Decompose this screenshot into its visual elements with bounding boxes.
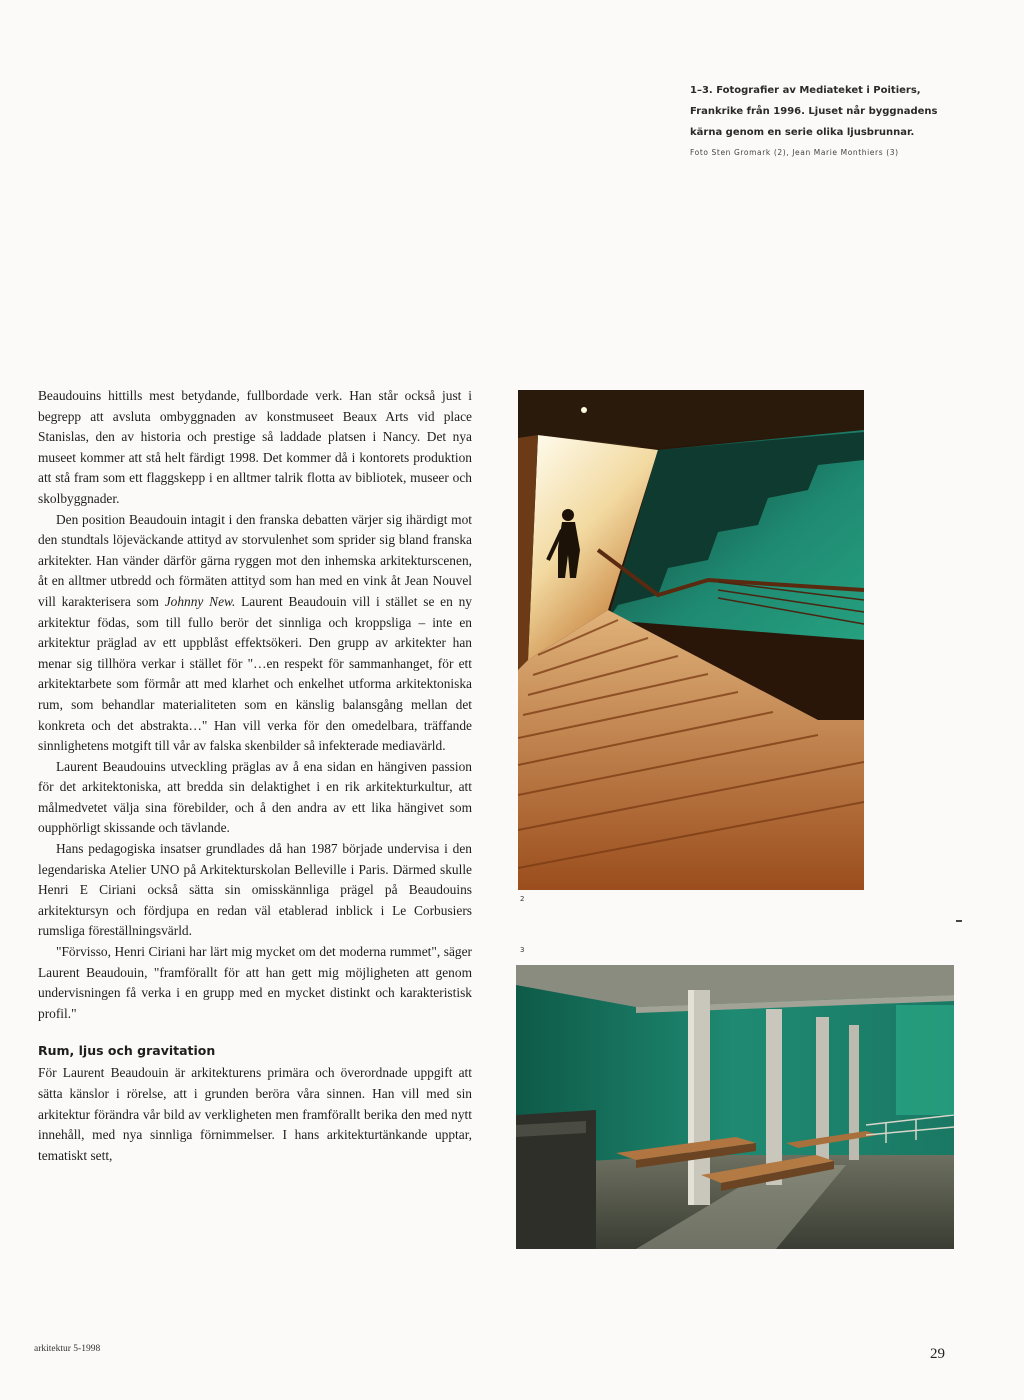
paragraph-1: Beaudouins hittills mest betydande, fullbordade verk. Han står också just i begrepp att avsluta ombyggnaden av konstmuseet Beaux Arts vid place Stanislas, den av historia och prestige så laddade platsen i Nancy. Det nya museet kommer att stå helt färdigt 1998. Det kommer då i kontorets produktion att stå fram som ett flaggskepp i en alltmer talrik flotta av bibliotek, museer och skolbyggnader. bbox=[38, 388, 472, 506]
caption-line-3: kärna genom en serie olika ljusbrunnar. bbox=[690, 127, 915, 138]
photo-caption bbox=[690, 80, 965, 163]
article-body bbox=[38, 386, 472, 1166]
paragraph-2 bbox=[38, 510, 472, 757]
page-number: 29 bbox=[930, 1346, 945, 1362]
paragraph-5: "Förvisso, Henri Ciriani har lärt mig mycket om det moderna rummet", säger Laurent Beaudouin, "framförallt för att han gett mig möjligheten att genom undervisningen få verka i en grupp med en mycket distinkt och karakteristisk profil." bbox=[38, 944, 472, 1021]
caption-line-1: 1–3. Fotografier av Mediateket i Poitiers, bbox=[690, 85, 921, 96]
teal-hall-photo bbox=[516, 965, 954, 1249]
paragraph-2-part-1: Den position Beaudouin intagit i den franska debatten värjer sig ihärdigt mot den stundtals löjeväckande attityd av storvulenhet som sprider sig bland franska arkitekter. Han vänder därför gärna ryggen mot den inhemska arkitekturscenen, åt en alltmer utbredd och förmäten attityd som han med en vink åt Jean Nouvel vill karakterisera som bbox=[38, 511, 472, 609]
footer-publication: arkitektur 5-1998 bbox=[34, 1344, 101, 1354]
paragraph-2-part-2: Laurent Beaudouin vill i stället se en ny arkitektur födas, som till fullo berör det sinnliga och kroppsliga – inte en arkitektur präglad av ett uppblåst effektsökeri. Den grupp av arkitekter han menar sig tillhöra verkar i stället för "…en respekt för sammanhanget, för ett arkitektarbete som förmår att med klarhet och enkelhet utforma arkitektoniska rum, som behandlar materialiteten som en känslig balansgång mellan det konkreta och det abstrakta…" Han vill verka för den omedelbara, träffande sinnlighetens motgift till vår av falska skenbilder så infekterade mediavärld. bbox=[38, 593, 472, 754]
paragraph-6: För Laurent Beaudouin är arkitekturens primära och överordnade uppgift att sätta känslor i rörelse, att i grunden beröra våra sinnen. Han vill med sin arkitektur förändra vår bild av verkligheten men framförallt berika den med nytt innehåll, med nya sinnliga förnimmelser. I hans arkitekturtänkande upptar, tematiskt sett, bbox=[38, 1065, 472, 1163]
caption-line-2: Frankrike från 1996. Ljuset når byggnadens bbox=[690, 106, 938, 117]
staircase-photo bbox=[518, 390, 864, 890]
paragraph-4: Hans pedagogiska insatser grundlades då han 1987 började undervisa i den legendariska Atelier UNO på Arkitekturskolan Belleville i Paris. Därmed skulle Henri E Ciriani också sätta sin omisskännliga prägel på Beaudouins arkitektursyn och fördjupa en redan väl etablerad inblick i Le Corbusiers rumsliga föreställningsvärld. bbox=[38, 841, 472, 939]
paragraph-3: Laurent Beaudouins utveckling präglas av å ena sidan en hängiven passion för det arkitektoniska, att bredda sin delaktighet i en rik arkitekturkultur, att målmedvetet välja sina förebilder, och å den andra av ett lika hängivet som oupphörligt skissande och tävlande. bbox=[38, 758, 472, 836]
section-heading: Rum, ljus och gravitation bbox=[38, 1043, 216, 1059]
photo-credit: Foto Sten Gromark (2), Jean Marie Monthiers (3) bbox=[690, 148, 899, 157]
figure-3-label: 3 bbox=[520, 946, 525, 954]
margin-mark bbox=[956, 920, 962, 922]
figure-2-label: 2 bbox=[520, 895, 525, 903]
johnny-new-italic: Johnny New. bbox=[164, 593, 236, 609]
